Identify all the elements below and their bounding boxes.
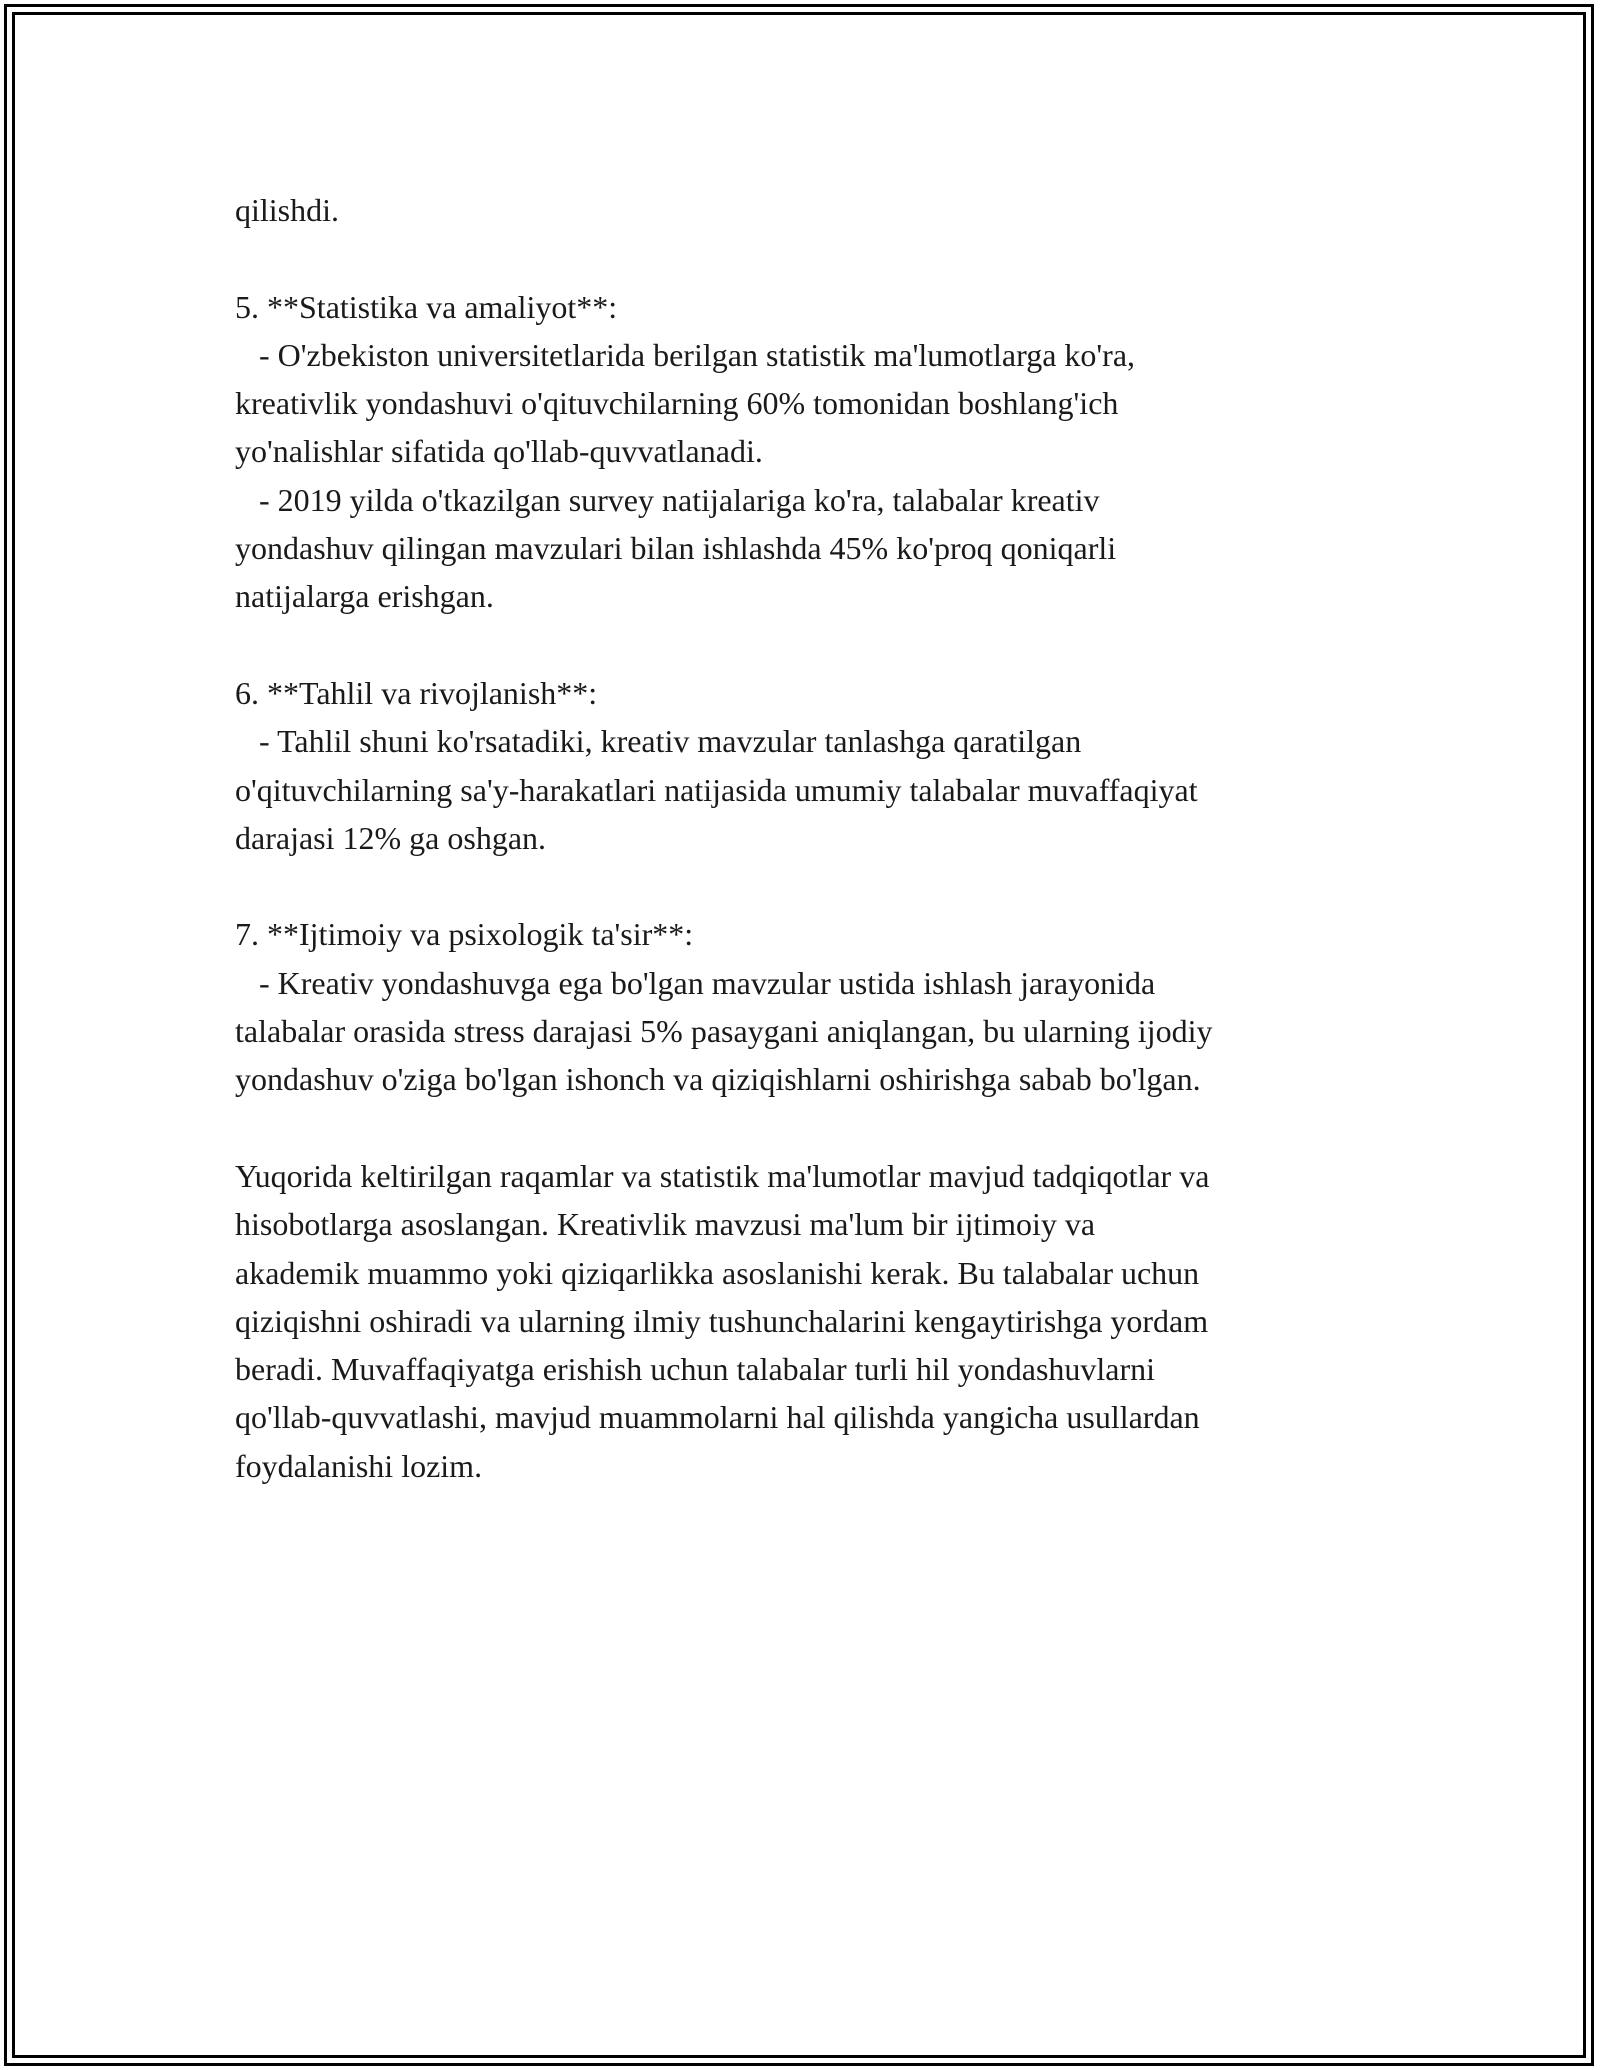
section-line: - Kreativ yondashuvga ega bo'lgan mavzular ustida ishlash jarayonida xyxy=(235,964,1156,1001)
section-heading: 7. **Ijtimoiy va psixologik ta'sir**: xyxy=(235,916,694,953)
section-statistics xyxy=(235,283,1375,621)
section-line: - 2019 yilda o'tkazilgan survey natijalariga ko'ra, talabalar kreativ xyxy=(235,481,1100,518)
section-social-impact xyxy=(235,910,1375,1103)
continuation-line: qilishdi. xyxy=(235,192,340,228)
conclusion-line: akademik muammo yoki qiziqarlikka asoslanishi kerak. Bu talabalar uchun xyxy=(235,1254,1200,1291)
paragraph-gap xyxy=(235,621,1375,669)
conclusion-line: foydalanishi lozim. xyxy=(235,1447,483,1484)
section-heading: 6. **Tahlil va rivojlanish**: xyxy=(235,674,598,711)
paragraph-gap xyxy=(235,1104,1375,1152)
paragraph-gap xyxy=(235,862,1375,910)
conclusion-line: qo'llab-quvvatlashi, mavjud muammolarni hal qilishda yangicha usullardan xyxy=(235,1399,1200,1436)
section-heading: 5. **Statistika va amaliyot**: xyxy=(235,288,618,325)
conclusion-line: qiziqishni oshiradi va ularning ilmiy tushunchalarini kengaytirishga yordam xyxy=(235,1302,1209,1339)
section-line: yondashuv o'ziga bo'lgan ishonch va qiziqishlarni oshirishga sabab bo'lgan. xyxy=(235,1061,1201,1098)
section-line: yo'nalishlar sifatida qo'llab-quvvatlanadi. xyxy=(235,433,763,470)
conclusion-line: beradi. Muvaffaqiyatga erishish uchun talabalar turli hil yondashuvlarni xyxy=(235,1351,1156,1388)
section-line: darajasi 12% ga oshgan. xyxy=(235,819,547,856)
section-line: - Tahlil shuni ko'rsatadiki, kreativ mavzular tanlashga qaratilgan xyxy=(235,723,1082,760)
section-line: o'qituvchilarning sa'y-harakatlari natijasida umumiy talabalar muvaffaqiyat xyxy=(235,771,1198,808)
conclusion-line: hisobotlarga asoslangan. Kreativlik mavzusi ma'lum bir ijtimoiy va xyxy=(235,1206,1096,1243)
section-line: talabalar orasida stress darajasi 5% pasaygani aniqlangan, bu ularning ijodiy xyxy=(235,1013,1213,1050)
section-line: natijalarga erishgan. xyxy=(235,578,494,615)
conclusion-line: Yuqorida keltirilgan raqamlar va statistik ma'lumotlar mavjud tadqiqotlar va xyxy=(235,1157,1210,1194)
section-analysis xyxy=(235,669,1375,862)
section-line: yondashuv qilingan mavzulari bilan ishlashda 45% ko'proq qoniqarli xyxy=(235,530,1117,567)
conclusion-paragraph xyxy=(235,1152,1375,1490)
section-line: - O'zbekiston universitetlarida berilgan statistik ma'lumotlarga ko'ra, xyxy=(235,336,1136,373)
document-body xyxy=(235,186,1375,1490)
section-line: kreativlik yondashuvi o'qituvchilarning 60% tomonidan boshlang'ich xyxy=(235,385,1119,422)
paragraph-gap xyxy=(235,234,1375,282)
